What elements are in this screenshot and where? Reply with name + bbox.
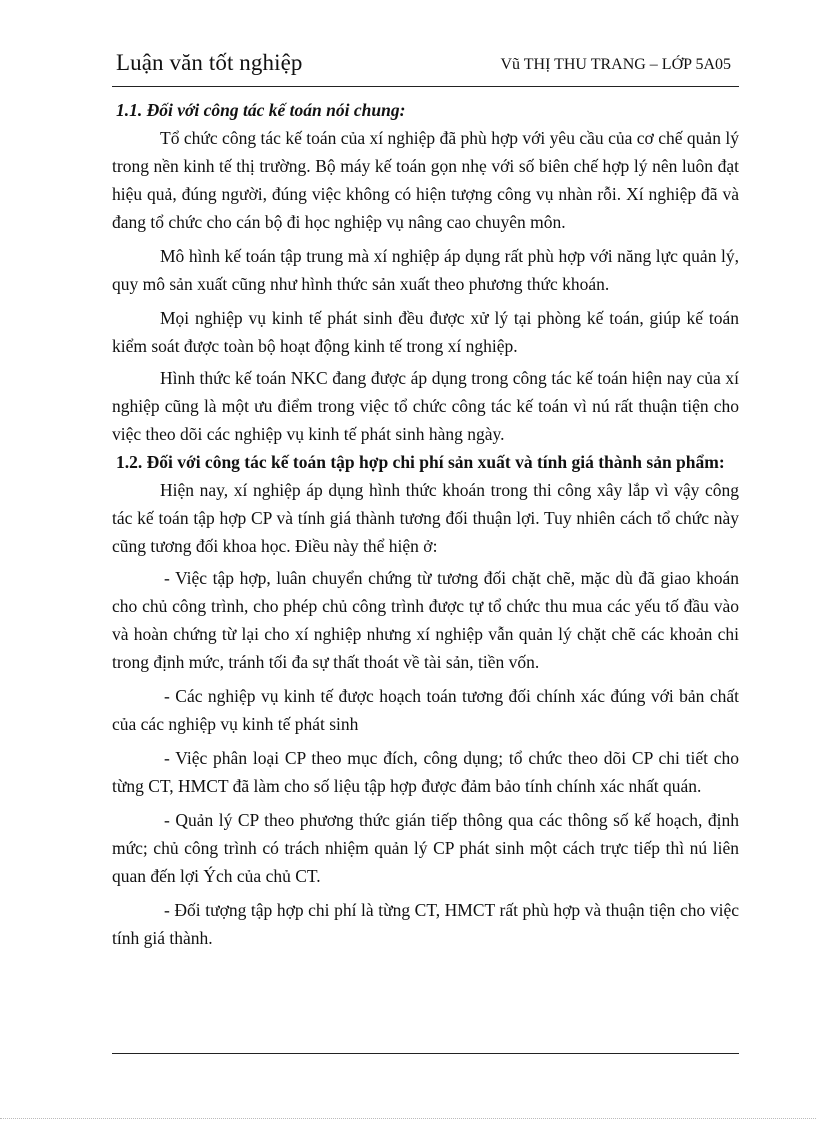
section-1-1-paragraph: Mô hình kế toán tập trung mà xí nghiệp áp dụng rất phù hợp với năng lực quản lý, quy mô sản xuất cũng như hình thức sản xuất theo phương thức khoán. [112, 246, 739, 294]
section-1-2-bullet: - Việc tập hợp, luân chuyển chứng từ tương đối chặt chẽ, mặc dù đã giao khoán cho chủ công trình, cho phép chủ công trình được tự tổ chức thu mua các yếu tố đầu vào và hoàn chứng từ lại cho xí nghiệp nhưng xí nghiệp vẫn quản lý chặt chẽ các khoản chi trong định mức, tránh tối đa sự thất thoát về tài sản, tiền vốn. [112, 568, 739, 672]
section-1-2-bullet: - Các nghiệp vụ kinh tế được hoạch toán tương đối chính xác đúng với bản chất của các nghiệp vụ kinh tế phát sinh [112, 686, 739, 734]
section-1-1-heading: 1.1. Đối với công tác kế toán nói chung: [116, 100, 406, 120]
section-1-1-paragraph: Mọi nghiệp vụ kinh tế phát sinh đều được xử lý tại phòng kế toán, giúp kế toán kiểm soát được toàn bộ hoạt động kinh tế trong xí nghiệp. [112, 308, 739, 356]
section-1-2-heading: 1.2. Đối với công tác kế toán tập hợp chi phí sản xuất và tính giá thành sản phẩm: [116, 452, 725, 472]
header-author: Vũ THỊ THU TRANG – LỚP 5A05 [500, 56, 731, 73]
section-1-2-bullet: - Việc phân loại CP theo mục đích, công dụng; tổ chức theo dõi CP chi tiết cho từng CT, HMCT đã làm cho số liệu tập hợp được đảm bảo tính chính xác nhất quán. [112, 748, 739, 796]
section-1-2-bullet: - Quản lý CP theo phương thức gián tiếp thông qua các thông số kế hoạch, định mức; chủ công trình có trách nhiệm quản lý CP phát sinh một cách trực tiếp thì nú liên quan đến lợi Ých của chủ CT. [112, 810, 739, 886]
section-1-1-paragraph: Tổ chức công tác kế toán của xí nghiệp đã phù hợp với yêu cầu của cơ chế quản lý trong nền kinh tế thị trường. Bộ máy kế toán gọn nhẹ với số biên chế hợp lý nên luôn đạt hiệu quả, đúng người, đúng việc không có hiện tượng công vụ nhàn rỗi. Xí nghiệp đã và đang tổ chức cho cán bộ đi học nghiệp vụ nâng cao chuyên môn. [112, 128, 739, 232]
page-header [112, 50, 739, 87]
section-1-1-paragraph: Hình thức kế toán NKC đang được áp dụng trong công tác kế toán hiện nay của xí nghiệp cũng là một ưu điểm trong việc tổ chức công tác kế toán vì nú rất thuận tiện cho việc theo dõi các nghiệp vụ kinh tế phát sinh hàng ngày. [112, 368, 739, 444]
footer-divider [112, 1053, 739, 1054]
body-text [112, 96, 739, 952]
header-title: Luận văn tốt nghiệp [116, 50, 303, 75]
section-1-2-bullet: - Đối tượng tập hợp chi phí là từng CT, HMCT rất phù hợp và thuận tiện cho việc tính giá thành. [112, 900, 739, 948]
section-1-2-intro: Hiện nay, xí nghiệp áp dụng hình thức khoán trong thi công xây lắp vì vậy công tác kế toán tập hợp CP và tính giá thành tương đối thuận lợi. Tuy nhiên cách tổ chức này cũng tương đối khoa học. Điều này thể hiện ở: [112, 480, 739, 556]
page-bottom-edge [0, 1118, 816, 1119]
